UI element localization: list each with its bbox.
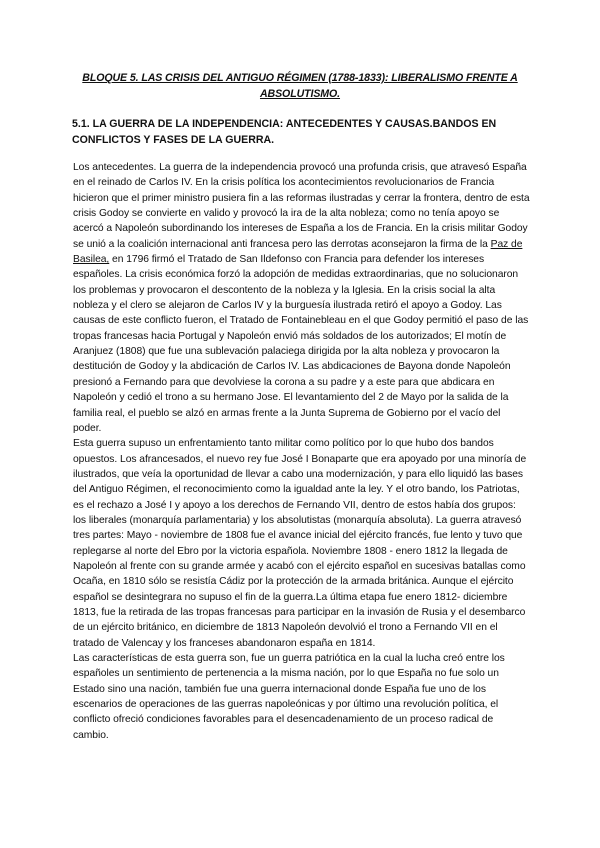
paragraph-text: en 1796 firmó el Tratado de San Ildefonso con Francia para defender los intereses españoles. La crisis económica forzó la adopción de medidas extraordinarias, que no solucionaron los problemas y provocaron el descontento de la nobleza y la Iglesia. En la crisis social la alta nobleza y el clero se alejaron de Carlos IV y la burguesía ilustrada retiró el apoyo a Godoy. Las causas de este conflicto fueron, el Tratado de Fontainebleau en el que Godoy permitió el paso de las tropas francesas hacia Portugal y Napoleón envió más soldados de los autorizados; El motín de Aranjuez (1808) que fue una sublevación palaciega dirigida por la alta nobleza y provocaron la destitución de Godoy y la abdicación de Carlos IV. Las abdicaciones de Bayona donde Napoleón presionó a Fernando para que devolviese la corona a su padre y a este para que abdicara en Napoleón y cedió el trono a su hermano Jose. El levantamiento del 2 de Mayo por la salida de la familia real, el pueblo se alzó en armas frente a la Junta Suprema de Gobierno por el vacío del poder. <box>73 254 529 434</box>
paragraph-caracteristicas: Las características de esta guerra son, fue un guerra patriótica en la cual la lucha creó entre los españoles un sentimiento de pertenencia a la misma nación, por lo que España no fue solo un Estado sino una nación, también fue una guerra internacional donde España fue uno de los escenarios de operaciones de las guerras napoleónicas y por último una revolución política, el conflicto ofreció condiciones favorables para el desencadenamiento de un proceso radical de cambio. <box>73 653 505 741</box>
document-title: BLOQUE 5. LAS CRISIS DEL ANTIGUO RÉGIMEN (1788-1833): LIBERALISMO FRENTE A ABSOLUTISMO. <box>82 72 518 100</box>
paragraph-bandos-fases: Esta guerra supuso un enfrentamiento tanto militar como político por lo que hubo dos bandos opuestos. Los afrancesados, el nuevo rey fue José I Bonaparte que era apoyado por una minoría de ilustrados, que veía la oportunidad de llevar a cabo una modernización, y para ello liquidó las bases del Antiguo Régimen, el reconocimiento como la igualdad ante la ley. Y el otro bando, los Patriotas, es el rechazo a José I y apoyo a los derechos de Fernando VII, dentro de estos había dos grupos: los liberales (monarquía parlamentaria) y los absolutistas (monarquía absoluta). La guerra atravesó tres partes: Mayo - noviembre de 1808 fue el avance inicial del ejército francés, fue lento y tuvo que replegarse al norte del Ebro por la victoria española. Noviembre 1808 - enero 1812 la llegada de Napoleón al frente con su grande armée y acabó con el ejército español en sucesivas batallas como Ocaña, en 1810 sólo se resistía Cádiz por la protección de la armada británica. Aunque el ejército español se desintegrara no supuso el fin de la guerra.La última etapa fue enero 1812- diciembre 1813, fue la retirada de las tropas francesas para participar en la invasión de Rusia y el desembarco de un ejército británico, en diciembre de 1813 Napoleón devolvió el trono a Fernando VII en el tratado de Valencay y los franceses abandonaron españa en 1814. <box>73 438 527 649</box>
paragraph-text: Los antecedentes. La guerra de la independencia provocó una profunda crisis, que atravesó España en el reinado de Carlos IV. En la crisis política los acontecimientos revolucionarios de Francia hicieron que el primer ministro pusiera fin a las reformas ilustradas y cerrar la frontera, dentro de esta crisis Godoy se convierte en valido y provocó la ira de la alta nobleza; como no tenía apoyo se acercó a Napoleón subordinando los intereses de España a los de Francia. En la crisis militar Godoy se unió a la coalición internacional anti francesa pero las derrotas aconsejaron la firma de la <box>73 162 530 250</box>
document-body <box>73 160 531 743</box>
section-heading: 5.1. LA GUERRA DE LA INDEPENDENCIA: ANTECEDENTES Y CAUSAS.BANDOS EN CONFLICTOS Y FASES DE LA GUERRA. <box>72 118 497 146</box>
paragraph-antecedents <box>73 160 531 436</box>
paz-de-basilea-link[interactable]: Paz de Basilea, <box>73 238 523 266</box>
